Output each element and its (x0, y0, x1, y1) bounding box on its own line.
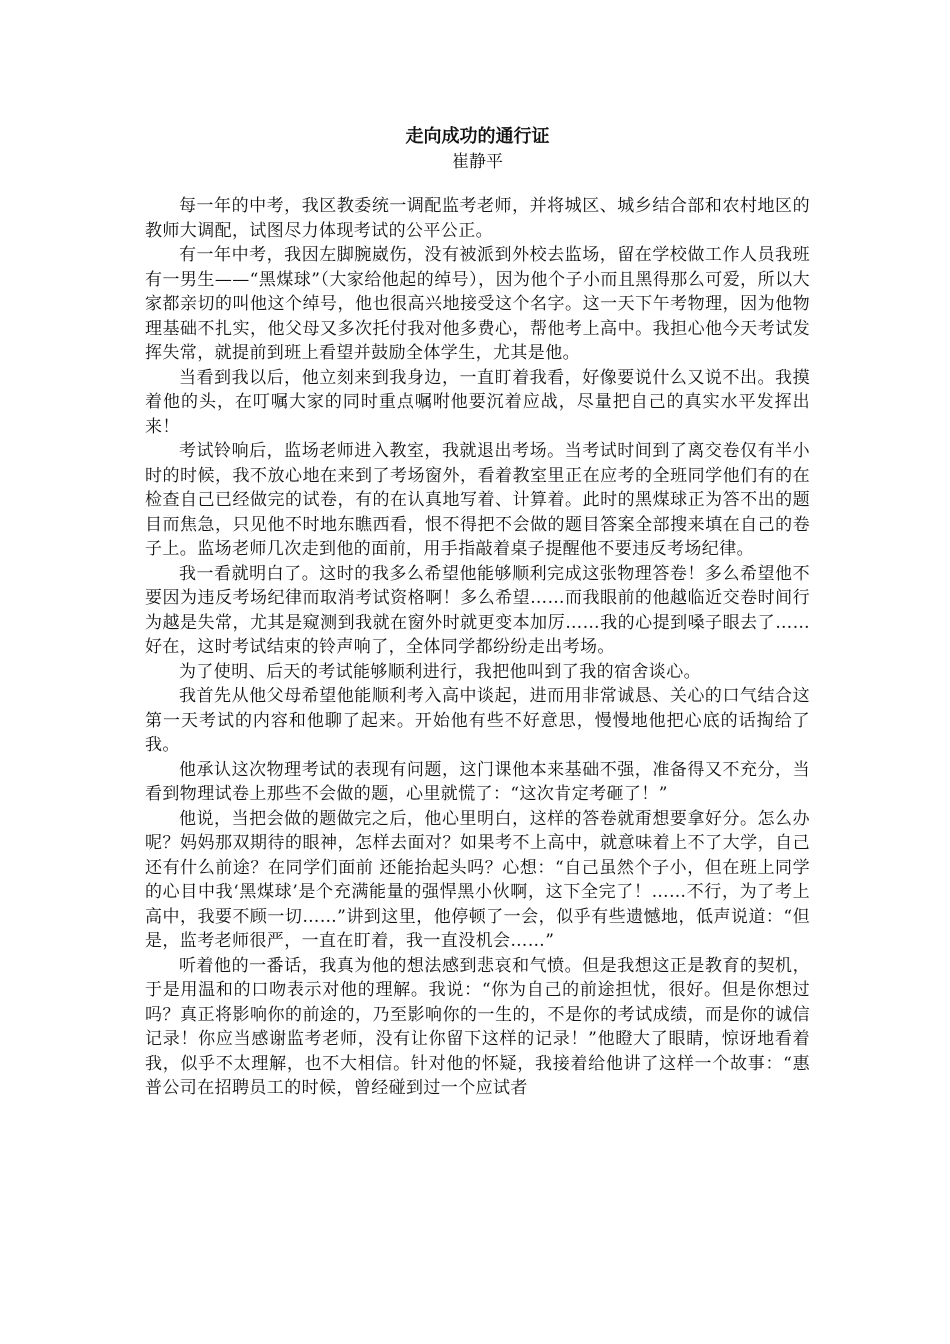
paragraph: 有一年中考，我因左脚腕崴伤，没有被派到外校去监场，留在学校做工作人员我班有一男生——“黑煤球”（大家给他起的绰号），因为他个子小而且黑得那么可爱，所以大家都亲切的叫他这个绰号，他也很高兴地接受这个名字。这一天下午考物理，因为他物理基础不扎实，他父母又多次托付我对他多费心，帮他考上高中。我担心他今天考试发挥失常，就提前到班上看望并鼓励全体学生，尤其是他。 (145, 245, 810, 363)
paragraph: 我首先从他父母希望他能顺利考入高中谈起，进而用非常诚恳、关心的口气结合这第一天考试的内容和他聊了起来。开始他有些不好意思，慢慢地他把心底的话掏给了我。 (145, 686, 810, 755)
paragraph: 他承认这次物理考试的表现有问题，这门课他本来基础不强，准备得又不充分，当看到物理试卷上那些不会做的题，心里就慌了：“这次肯定考砸了！” (145, 759, 810, 804)
paragraph: 每一年的中考，我区教委统一调配监考老师，并将城区、城乡结合部和农村地区的教师大调配，试图尽力体现考试的公平公正。 (145, 196, 810, 241)
paragraph: 听着他的一番话，我真为他的想法感到悲哀和气愤。但是我想这正是教育的契机，于是用温和的口吻表示对他的理解。我说：“你为自己的前途担忧，很好。但是你想过吗？真正将影响你的前途的，乃至影响你的一生的，不是你的考试成绩，而是你的诚信记录！你应当感谢监考老师，没有让你留下这样的记录！”他瞪大了眼睛，惊讶地看着我，似乎不太理解，也不大相信。针对他的怀疑，我接着给他讲了这样一个故事：“惠普公司在招聘员工的时候，曾经碰到过一个应试者 (145, 955, 810, 1098)
document-page (145, 124, 810, 1101)
paragraph: 他说，当把会做的题做完之后，他心里明白，这样的答卷就甭想要拿好分。怎么办呢？妈妈那双期待的眼神，怎样去面对？如果考不上高中，就意味着上不了大学，自己还有什么前途？在同学们面前 还能抬起头吗？心想：“自己虽然个子小，但在班上同学的心目中我‘黑煤球’是个充满能量的强悍黑小伙啊，这下全完了！……不行，为了考上高中，我要不顾一切……”讲到这里，他停顿了一会，似乎有些遗憾地，低声说道：“但是，监考老师很严，一直在盯着，我一直没机会……” (145, 808, 810, 951)
paragraph: 当看到我以后，他立刻来到我身边，一直盯着我看，好像要说什么又说不出。我摸着他的头，在叮嘱大家的同时重点嘱咐他要沉着应战，尽量把自己的真实水平发挥出来！ (145, 367, 810, 437)
paragraph: 考试铃响后，监场老师进入教室，我就退出考场。当考试时间到了离交卷仅有半小时的时候，我不放心地在来到了考场窗外，看着教室里正在应考的全班同学他们有的在检查自己已经做完的试卷，有的在认真地写着、计算着。此时的黑煤球正为答不出的题目而焦急，只见他不时地东瞧西看，恨不得把不会做的题目答案全部搜来填在自己的卷子上。监场老师几次走到他的面前，用手指敲着桌子提醒他不要违反考场纪律。 (145, 441, 810, 559)
document-author: 崔静平 (452, 152, 503, 172)
paragraph: 为了使明、后天的考试能够顺利进行，我把他叫到了我的宿舍谈心。 (179, 661, 701, 682)
paragraph: 我一看就明白了。这时的我多么希望他能够顺利完成这张物理答卷！多么希望他不要因为违反考场纪律而取消考试资格啊！多么希望……而我眼前的他越临近交卷时间行为越是失常，尤其是窥测到我就在窗外时就更变本加厉……我的心提到嗓子眼去了……好在，这时考试结束的铃声响了，全体同学都纷纷走出考场。 (145, 563, 810, 657)
document-title: 走向成功的通行证 (405, 126, 550, 147)
